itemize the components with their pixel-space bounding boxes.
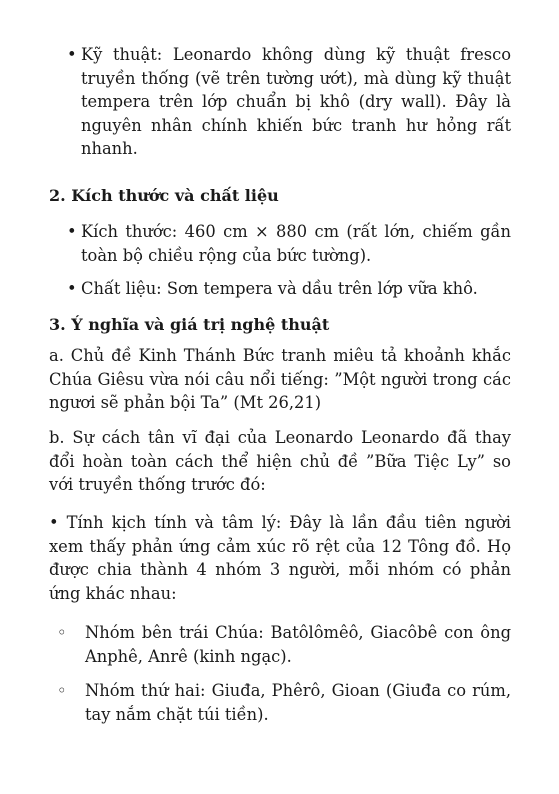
paragraph-b: b. Sự cách tân vĩ đại của Leonardo Leonardo đã thay đổi hoàn toàn cách thể hiện chủ đề ”Bữa Tiệc Ly” so với truyền thống trước đó: <box>49 428 511 494</box>
sub-bullet-text: Nhóm thứ hai: Giuđa, Phêrô, Gioan (Giuđa co rúm, tay nắm chặt túi tiền). <box>85 681 511 724</box>
bullet-technique <box>49 43 511 161</box>
bullet-marker: • <box>67 279 77 298</box>
bullet-marker: • <box>49 513 59 532</box>
bullet-material <box>49 277 511 301</box>
bullet-text: Chất liệu: Sơn tempera và dầu trên lớp vữa khô. <box>81 279 478 298</box>
paragraph-a: a. Chủ đề Kinh Thánh Bức tranh miêu tả khoảnh khắc Chúa Giêsu vừa nói câu nổi tiếng: ”Một người trong các ngươi sẽ phản bội Ta” (Mt 26,21) <box>49 346 511 412</box>
section-heading-3: 3. Ý nghĩa và giá trị nghệ thuật <box>49 315 330 334</box>
bullet-text: Tính kịch tính và tâm lý: Đây là lần đầu tiên người xem thấy phản ứng cảm xúc rõ rệt của 12 Tông đồ. Họ được chia thành 4 nhóm 3 người, mỗi nhóm có phản ứng khác nhau: <box>49 513 511 603</box>
sub-bullet-marker: ◦ <box>57 681 67 700</box>
section-heading-2: 2. Kích thước và chất liệu <box>49 186 279 205</box>
bullet-marker: • <box>67 222 77 241</box>
sub-bullet-group-2 <box>49 679 511 726</box>
sub-bullet-group-1 <box>49 621 511 668</box>
sub-bullet-text: Nhóm bên trái Chúa: Batôlômêô, Giacôbê con ông Anphê, Anrê (kinh ngạc). <box>85 623 511 666</box>
bullet-marker: • <box>67 45 77 64</box>
bullet-text: Kích thước: 460 cm × 880 cm (rất lớn, chiếm gần toàn bộ chiều rộng của bức tường). <box>81 222 511 265</box>
bullet-text: Kỹ thuật: Leonardo không dùng kỹ thuật fresco truyền thống (vẽ trên tường ướt), mà dùng kỹ thuật tempera trên lớp chuẩn bị khô (dry wall). Đây là nguyên nhân chính khiến bức tranh hư hỏng rất nhanh. <box>81 45 511 158</box>
bullet-size <box>49 220 511 267</box>
bullet-drama <box>49 511 511 605</box>
sub-bullet-marker: ◦ <box>57 623 67 642</box>
